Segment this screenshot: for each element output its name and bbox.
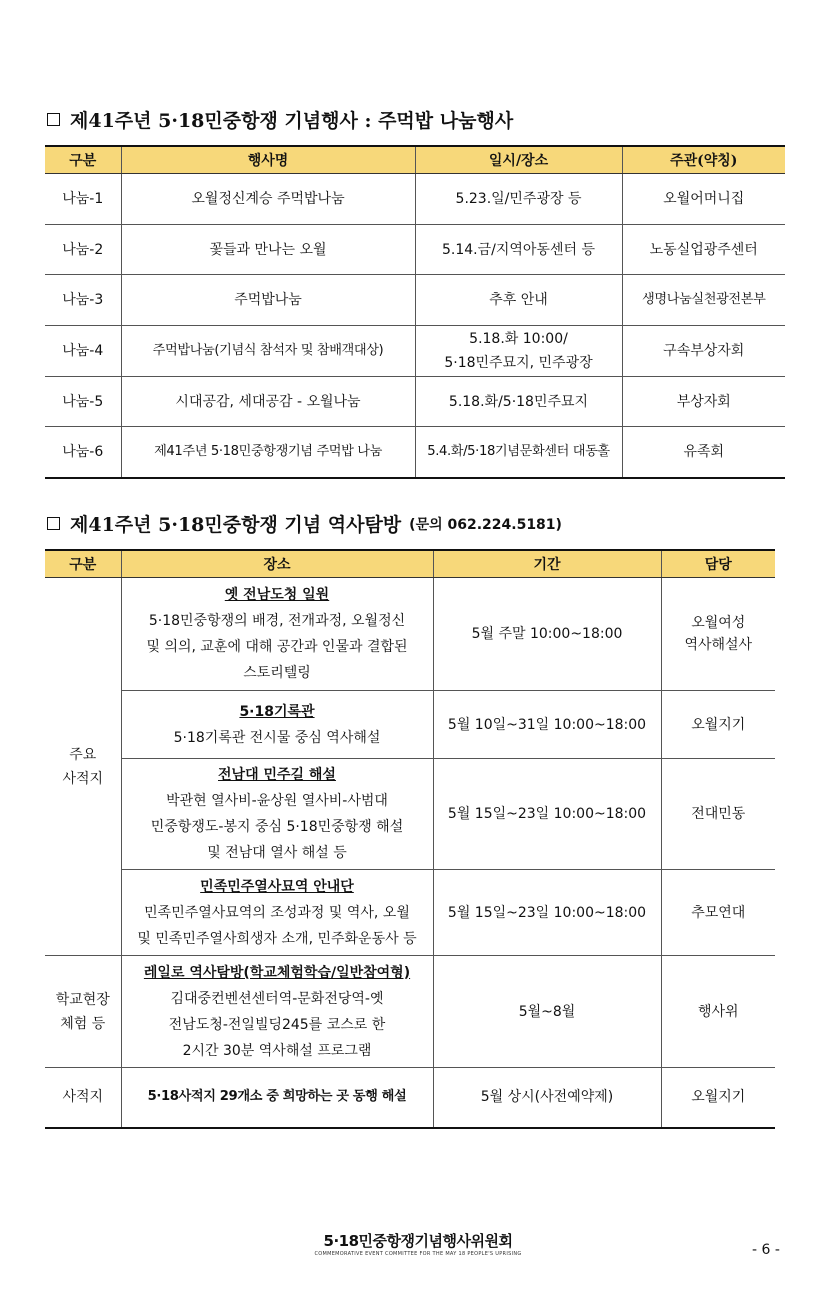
row-host: 오월어머니집 (622, 174, 785, 225)
table-row (45, 326, 785, 377)
place-cell (121, 870, 433, 956)
place-name: 5·18기록관 (239, 703, 315, 720)
place-cell (121, 759, 433, 870)
charge-cell: 행사위 (661, 956, 775, 1068)
place-cell: 5·18사적지 29개소 중 희망하는 곳 동행 해설 (121, 1068, 433, 1128)
section2-title-text: 제41주년 5·18민중항쟁 기념 역사탐방 (70, 514, 402, 536)
place-name: 민족민주열사묘역 안내단 (200, 878, 354, 895)
row-host: 부상자회 (622, 377, 785, 427)
row-event-name: 주먹밥나눔(기념식 참석자 및 참배객대상) (121, 326, 415, 377)
row-category: 나눔-5 (45, 377, 121, 427)
group-label-line: 학교현장 (55, 991, 110, 1008)
place-name: 레일로 역사탐방(학교체험학습/일반참여형) (143, 964, 411, 981)
header-period: 기간 (433, 550, 661, 578)
group-label-line: 주요 (69, 746, 97, 763)
row-event-name: 주먹밥나눔 (121, 275, 415, 326)
history-tour-table (45, 549, 775, 1129)
place-desc-line: 5·18기록관 전시물 중심 역사해설 (173, 729, 381, 746)
header-host: 주관(약칭) (622, 146, 785, 174)
table-row (45, 174, 785, 225)
group-label-line: 체험 등 (60, 1015, 106, 1032)
row-datetime-line: 5·18민주묘지, 민주광장 (444, 355, 593, 371)
row-datetime: 5.23.일/민주광장 등 (415, 174, 622, 225)
row-datetime: 추후 안내 (415, 275, 622, 326)
row-host: 구속부상자회 (622, 326, 785, 377)
table-row (45, 759, 775, 870)
row-datetime (415, 326, 622, 377)
row-category: 나눔-3 (45, 275, 121, 326)
header-charge: 담당 (661, 550, 775, 578)
checkbox-square-icon (47, 517, 60, 530)
header-category: 구분 (45, 146, 121, 174)
row-host: 노동실업광주센터 (622, 225, 785, 275)
place-desc-line: 및 의의, 교훈에 대해 공간과 인물과 결합된 (146, 639, 408, 655)
charge-cell: 전대민동 (661, 759, 775, 870)
period-cell: 5월 15일~23일 10:00~18:00 (433, 759, 661, 870)
group-main-sites (45, 578, 121, 956)
place-name: 전남대 민주길 해설 (218, 767, 336, 783)
table-row (45, 377, 785, 427)
header-event-name: 행사명 (121, 146, 415, 174)
committee-logo (313, 1230, 523, 1257)
section2-title (47, 510, 562, 537)
row-category: 나눔-2 (45, 225, 121, 275)
inquiry-phone-note: (문의 062.224.5181) (409, 516, 562, 533)
row-category: 나눔-6 (45, 427, 121, 478)
logo-subtext: COMMEMORATIVE EVENT COMMITTEE FOR THE MAY 18 PEOPLE'S UPRISING (314, 1251, 522, 1257)
group-site: 사적지 (45, 1068, 121, 1128)
row-event-name: 시대공감, 세대공감 - 오월나눔 (121, 377, 415, 427)
place-desc-line: 및 민족민주열사희생자 소개, 민주화운동사 등 (137, 930, 417, 947)
table-header-row (45, 146, 785, 174)
section1-title (47, 106, 513, 133)
charge-line: 역사해설사 (684, 637, 753, 653)
table-row (45, 427, 785, 478)
place-desc-line: 5·18민중항쟁의 배경, 전개과정, 오월정신 (148, 613, 406, 629)
page-number: - 6 - (752, 1242, 780, 1258)
period-cell: 5월 10일~31일 10:00~18:00 (433, 691, 661, 759)
place-desc-line: 민중항쟁도-봉지 중심 5·18민중항쟁 해설 (150, 819, 404, 835)
place-desc-line: 스토리텔링 (243, 665, 311, 681)
table-row (45, 870, 775, 956)
charge-cell: 오월지기 (661, 1068, 775, 1128)
header-datetime: 일시/장소 (415, 146, 622, 174)
row-event-name: 제41주년 5·18민중항쟁기념 주먹밥 나눔 (121, 427, 415, 478)
place-desc-line: 김대중컨벤션센터역-문화전당역-옛 (170, 990, 384, 1007)
place-desc-line: 2시간 30분 역사해설 프로그램 (182, 1042, 372, 1059)
charge-cell (661, 578, 775, 691)
charge-line: 오월여성 (691, 615, 746, 631)
rice-ball-event-table (45, 145, 785, 479)
row-host: 생명나눔실천광전본부 (622, 275, 785, 326)
place-desc-line: 및 전남대 열사 해설 등 (207, 845, 347, 861)
row-datetime: 5.14.금/지역아동센터 등 (415, 225, 622, 275)
place-cell (121, 956, 433, 1068)
row-category: 나눔-4 (45, 326, 121, 377)
table-row (45, 275, 785, 326)
group-label-line: 사적지 (62, 770, 104, 787)
row-datetime: 5.18.화/5·18민주묘지 (415, 377, 622, 427)
header-category: 구분 (45, 550, 121, 578)
table-row (45, 225, 785, 275)
group-school-field (45, 956, 121, 1068)
header-place: 장소 (121, 550, 433, 578)
place-desc-line: 박관현 열사비-윤상원 열사비-사범대 (166, 793, 388, 809)
charge-cell: 추모연대 (661, 870, 775, 956)
row-host: 유족회 (622, 427, 785, 478)
checkbox-square-icon (47, 113, 60, 126)
row-datetime: 5.4.화/5·18기념문화센터 대동홀 (415, 427, 622, 478)
table-row (45, 956, 775, 1068)
period-cell: 5월 주말 10:00~18:00 (433, 578, 661, 691)
table-header-row (45, 550, 775, 578)
section1-title-text: 제41주년 5·18민중항쟁 기념행사 : 주먹밥 나눔행사 (70, 110, 514, 132)
table-row (45, 1068, 775, 1128)
place-cell (121, 578, 433, 691)
row-datetime-line: 5.18.화 10:00/ (469, 331, 568, 347)
period-cell: 5월 15일~23일 10:00~18:00 (433, 870, 661, 956)
period-cell: 5월~8월 (433, 956, 661, 1068)
row-category: 나눔-1 (45, 174, 121, 225)
place-cell (121, 691, 433, 759)
period-cell: 5월 상시(사전예약제) (433, 1068, 661, 1128)
charge-cell: 오월지기 (661, 691, 775, 759)
row-event-name: 오월정신계승 주먹밥나눔 (121, 174, 415, 225)
table-row (45, 691, 775, 759)
table-row (45, 578, 775, 691)
place-name: 옛 전남도청 일원 (224, 587, 330, 603)
row-event-name: 꽃들과 만나는 오월 (121, 225, 415, 275)
logo-text: 5·18민중항쟁기념행사위원회 (323, 1232, 513, 1250)
place-desc-line: 전남도청-전일빌딩245를 코스로 한 (168, 1016, 386, 1033)
place-desc-line: 민족민주열사묘역의 조성과정 및 역사, 오월 (144, 904, 410, 921)
